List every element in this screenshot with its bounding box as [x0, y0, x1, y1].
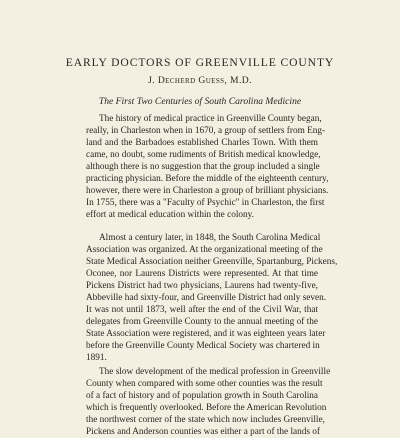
paragraph-line: Association was organized. At the organizational meeting of the [86, 245, 323, 255]
paragraph-line: before the Greenville County Medical Society was chartered in [86, 341, 320, 351]
paragraph-line: County when compared with some other counties was the result [86, 379, 323, 389]
paragraph-line: Pickens and Anderson counties was either a part of the lands of [86, 427, 321, 437]
author-text: J. Decherd Guess, M.D. [148, 75, 252, 86]
paragraph-line: State Association were registered, and it was eighteen years later [86, 329, 326, 339]
paragraph-line: although there is no suggestion that the group included a single [86, 162, 320, 172]
paragraph-line: In 1755, there was a "Faculty of Psychic" in Charleston, the first [86, 198, 325, 208]
paragraph-line: delegates from Greenville County to the annual meeting of the [86, 317, 318, 327]
paragraph-line: of a fact of history and of population growth in South Carolina [86, 391, 318, 401]
paragraph-line: land and the Barbadoes established Charles Town. With them [86, 138, 318, 148]
paragraph-line: The slow development of the medical profession in Greenville [99, 367, 331, 377]
paragraph-line: The history of medical practice in Greenville County began, [99, 114, 322, 124]
paragraph-line: which is frequently overlooked. Before the American Revolution [86, 403, 327, 413]
paragraph-line: It was not until 1873, well after the end of the Civil War, that [86, 305, 318, 315]
paragraph-line: 1891. [86, 353, 107, 363]
paragraph-line: Pickens District had two physicians, Laurens had twenty-five, [86, 281, 318, 291]
paragraph-line: State Medical Association neither Greenville, Spartanburg, Pickens, [86, 257, 338, 267]
paragraph-line: effort at medical education within the colony. [86, 210, 254, 220]
paragraph-line: however, there were in Charleston a group of brilliant physicians. [86, 186, 329, 196]
paragraph-line: Almost a century later, in 1848, the South Carolina Medical [99, 233, 321, 243]
paragraph-line: came, no doubt, some rudiments of British medical knowledge, [86, 150, 321, 160]
article-title: EARLY DOCTORS OF GREENVILLE COUNTY [65, 56, 335, 69]
paragraph-line: Abbeville had sixty-four, and Greenville District had only seven. [86, 293, 327, 303]
article-subtitle: The First Two Centuries of South Carolina Medicine [98, 96, 302, 107]
paragraph-line: Oconee, nor Laurens Districts were represented. At that time [86, 269, 318, 279]
paragraph-line: really, in Charleston when in 1670, a group of settlers from Eng- [86, 126, 326, 136]
paragraph-line: practicing physician. Before the middle of the eighteenth century, [86, 174, 329, 184]
paragraph-line: the northwest corner of the state which now includes Greenville, [86, 415, 325, 425]
